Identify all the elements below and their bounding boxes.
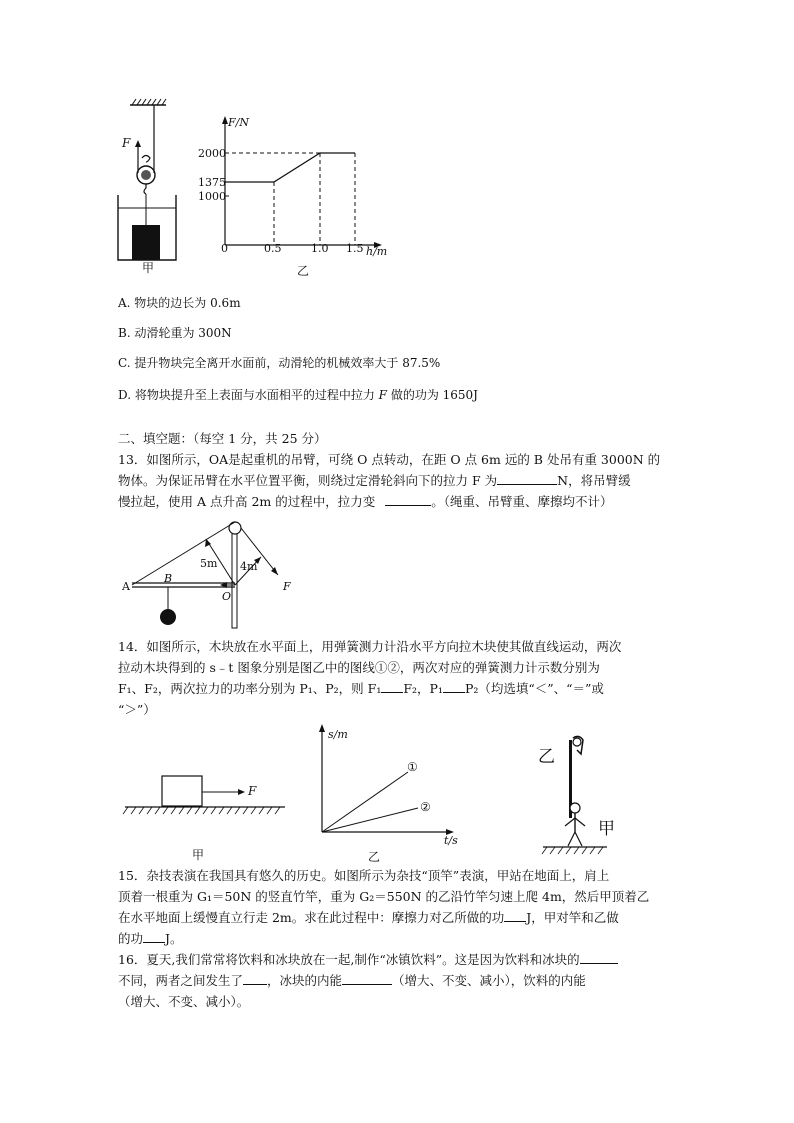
- option-b: B. 动滑轮重为 300N: [118, 326, 232, 340]
- option-d-force-symbol: F: [378, 388, 387, 402]
- crane-arm-figure: [118, 515, 308, 630]
- q13-line-1: 13．如图所示，OA是起重机的吊臂，可绕 O 点转动，在距 O 点 6m 远的 B 处吊有重 3000N 的: [118, 452, 661, 467]
- q15-line-3-tail: J，甲对竿和乙做: [526, 910, 619, 925]
- graph-x-tick-1.0: 1.0: [311, 242, 329, 255]
- q15-blank-friction-work[interactable]: [504, 909, 526, 922]
- section-2-title: 二、填空题：（每空 1 分，共 25 分）: [118, 431, 327, 446]
- pulley-force-label: F: [122, 136, 131, 150]
- graph-y-tick-1375: 1375: [198, 176, 226, 189]
- q16-blank-ice-energy[interactable]: [342, 972, 392, 985]
- acrobat-jia-label: 甲: [598, 819, 615, 839]
- q16-line-2-tail: （增大、不变、减小），饮料的内能: [392, 973, 586, 988]
- q14-blank-force[interactable]: [381, 680, 403, 693]
- q13-blank-change[interactable]: [385, 493, 431, 506]
- block-on-surface-figure: [120, 770, 290, 825]
- q15-line-4-tail: J。: [165, 931, 183, 946]
- q16-line-1: [118, 951, 618, 969]
- option-c: C. 提升物块完全离开水面前，动滑轮的机械效率大于 87.5%: [118, 356, 441, 370]
- option-a: A. 物块的边长为 0.6m: [118, 296, 241, 310]
- q15-blank-work[interactable]: [143, 930, 165, 943]
- q16-line-2-mid: ，冰块的内能: [267, 973, 343, 988]
- figure14-jia-label: 甲: [192, 848, 205, 862]
- crane-len-5m: 5m: [200, 557, 218, 570]
- q15-line-2: 顶着一根重为 G₁＝50N 的竖直竹竿，重为 G₂＝550N 的乙沿竹竿匀速上爬 4m，然后甲顶着乙: [118, 889, 650, 904]
- graph-x-tick-1.5: 1.5: [346, 242, 364, 255]
- q13-line-2-tail: N，将吊臂缓: [557, 473, 631, 488]
- q14-line-3: [118, 680, 604, 698]
- pulley-tank-figure: [110, 95, 190, 280]
- graph-y-axis-label: F/N: [228, 116, 249, 129]
- q13-blank-force[interactable]: [497, 472, 557, 485]
- figure-yi-label: 乙: [297, 264, 310, 278]
- q14-line-3-mid: F₂，P₁: [403, 681, 443, 696]
- q15-line-3: [118, 909, 619, 927]
- q14-blank-power[interactable]: [443, 680, 465, 693]
- crane-point-O: O: [222, 590, 232, 603]
- q16-line-3: （增大、不变、减小）。: [118, 994, 250, 1009]
- q16-line-2-text: 不同，两者之间发生了: [118, 973, 244, 988]
- q13-line-3-text: 慢拉起，使用 A 点升高 2m 的过程中，拉力变: [118, 494, 376, 509]
- q14-line-2: 拉动木块得到的 s﹣t 图象分别是图乙中的图线①②，两次对应的弹簧测力计示数分别为: [118, 660, 600, 675]
- graph-y-tick-1000: 1000: [198, 190, 226, 203]
- figure-jia-label: 甲: [142, 261, 155, 275]
- q16-line-2: [118, 972, 586, 990]
- q14-line-1: 14．如图所示，木块放在水平面上，用弹簧测力计沿水平方向拉木块使其做直线运动，两次: [118, 639, 622, 654]
- option-d: [118, 386, 478, 403]
- graph-x-tick-0: 0: [221, 242, 228, 255]
- q15-line-3-text: 在水平地面上缓慢直立行走 2m。求在此过程中：摩擦力对乙所做的功: [118, 910, 505, 925]
- q15-line-1: 15．杂技表演在我国具有悠久的历史。如图所示为杂技“顶竿”表演，甲站在地面上，肩上: [118, 868, 610, 883]
- q16-blank-process[interactable]: [243, 972, 267, 985]
- figure14-yi-label: 乙: [368, 850, 381, 864]
- q14-line-3-text: F₁、F₂，两次拉力的功率分别为 P₁、P₂，则 F₁: [118, 681, 382, 696]
- block-force-label: F: [248, 784, 257, 798]
- line-1-label: ①: [407, 760, 418, 774]
- graph-y-tick-2000: 2000: [198, 147, 226, 160]
- q13-line-3: [118, 493, 613, 511]
- crane-point-A: A: [122, 580, 130, 593]
- t-axis-label: t/s: [444, 834, 458, 847]
- crane-len-4m: 4m: [240, 560, 258, 573]
- q15-line-4-text: 的功: [118, 931, 144, 946]
- line-2-label: ②: [420, 800, 431, 814]
- q14-line-3-tail: P₂（均选填“＜”、“＝”或: [464, 681, 604, 696]
- option-d-part2: 做的功为 1650J: [390, 388, 478, 402]
- q13-line-2-text: 物体。为保证吊臂在水平位置平衡，则绕过定滑轮斜向下的拉力 F 为: [118, 473, 498, 488]
- graph-x-tick-0.5: 0.5: [264, 242, 282, 255]
- acrobat-yi-label: 乙: [538, 747, 555, 767]
- s-axis-label: s/m: [328, 728, 348, 741]
- q16-line-1-text: 16．夏天,我们常常将饮料和冰块放在一起,制作“冰镇饮料”。这是因为饮料和冰块的: [118, 952, 580, 967]
- q15-line-4: [118, 930, 183, 948]
- q13-line-3-tail: 。（绳重、吊臂重、摩擦均不计）: [431, 494, 613, 509]
- crane-point-B: B: [164, 572, 173, 585]
- option-d-part1: D. 将物块提升至上表面与水面相平的过程中拉力: [118, 388, 375, 402]
- crane-force-F: F: [283, 580, 291, 593]
- q13-line-2: [118, 472, 631, 490]
- graph-x-axis-label: h/m: [366, 245, 388, 258]
- q16-blank-temperature[interactable]: [580, 951, 618, 964]
- q14-line-4: “＞”）: [118, 702, 156, 717]
